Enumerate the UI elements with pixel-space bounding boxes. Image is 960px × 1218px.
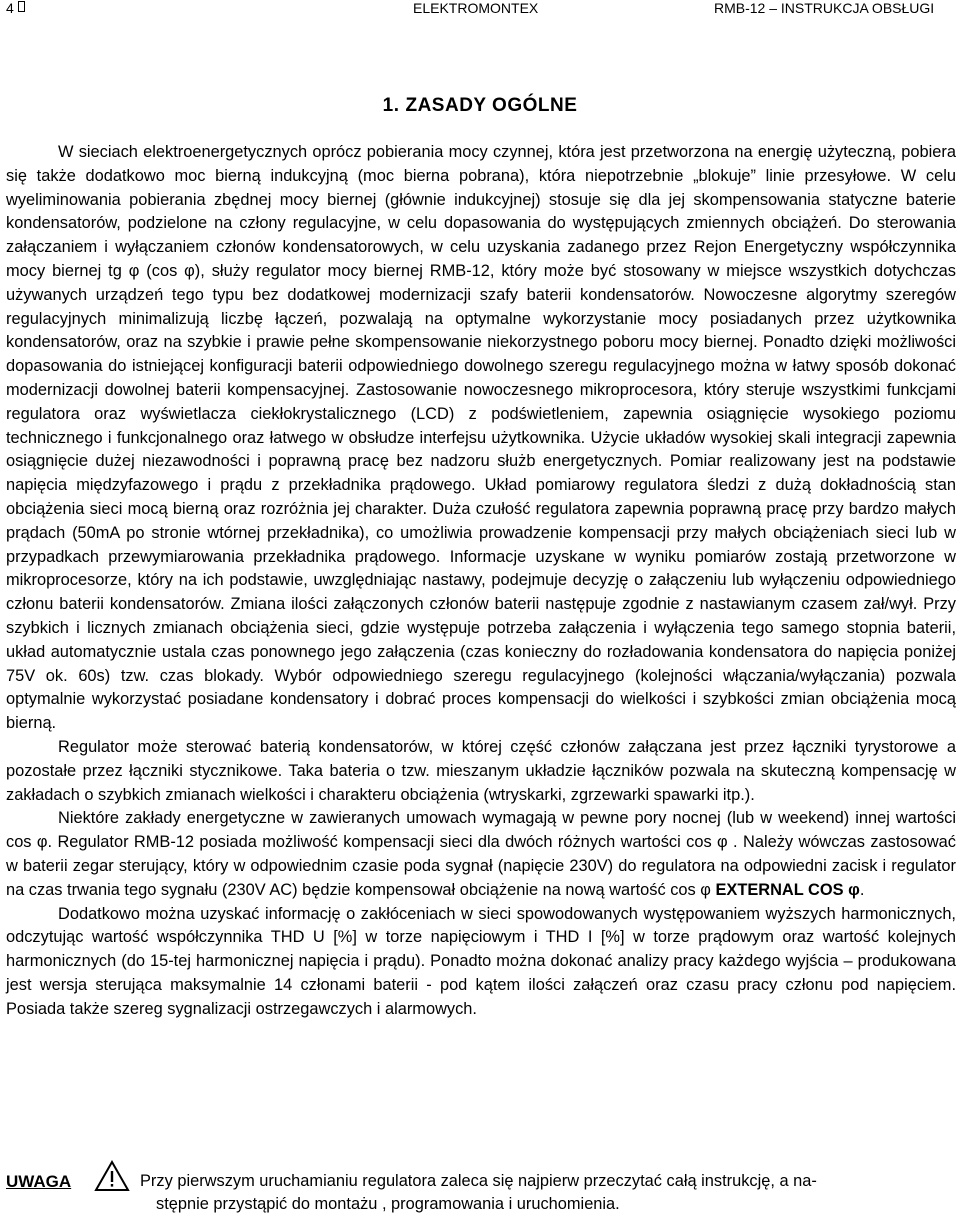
body-text (6, 141, 956, 1021)
paragraph-text: Regulator może sterować baterią kondensatorów, w której część członów załączana jest przez łączniki tyrystorowe a pozostałe przez łączniki stycznikowe. Taka bateria o tzw. mieszanym układzie łączników pozwala na skuteczną kompensację w zakładach o szybkich zmianach wielkości i charakteru obciążenia (wtryskarki, zgrzewarki spawarki itp.). (6, 737, 956, 804)
document-title: RMB-12 – INSTRUKCJA OBSŁUGI (714, 0, 935, 16)
paragraph-text: Niektóre zakłady energetyczne w zawieranych umowach wymagają w pewne pory nocnej (lub w weekend) innej wartości cos φ. Regulator RMB-12 posiada możliwość kompensacji sieci dla dwóch różnych wartości cos φ . Należy wówczas zastosować w baterii zegar sterujący, który w odpowiednim czasie poda sygnał (napięcie 230V) do regulatora na odpowiedni zacisk i regulator na czas trwania tego sygnału (230V AC) będzie kompensował obciążenie na nową wartość cos φ (6, 809, 956, 899)
paragraph (6, 736, 956, 807)
page-header (0, 0, 960, 20)
company-name: ELEKTROMONTEX (413, 0, 539, 16)
page-number: 4 (6, 0, 14, 16)
paragraph (6, 903, 956, 1022)
section-number: 1. (382, 95, 400, 116)
bold-term: EXTERNAL COS φ (715, 880, 860, 899)
warning-triangle-icon (94, 1160, 130, 1192)
paragraph-text-end: . (859, 880, 865, 899)
paragraph (6, 807, 956, 902)
notice-line-1: Przy pierwszym uruchamianiu regulatora zaleca się najpierw przeczytać całą instrukcję, a na- (140, 1172, 817, 1190)
notice-label: UWAGA (6, 1172, 72, 1191)
paragraph-text: W sieciach elektroenergetycznych oprócz pobierania mocy czynnej, która jest przetworzona na energię użyteczną, pobiera się także dodatkowo moc bierną indukcyjną (moc bierna pobrana), która niepotrzebnie „blokuje” linie przesyłowe. W celu wyeliminowania pobierania zbędnej mocy biernej (głównie indukcyjnej) stosuje się dla jej skompensowania statyczne baterie kondensatorów, podzielone na człony regulacyjne, w celu dopasowania do występujących zmiennych obciążeń. Do sterowania załączaniem i wyłączaniem członów kondensatorowych, w celu uzyskania zadanego przez Rejon Energetyczny współczynnika mocy biernej tg φ (cos φ), służy regulator mocy biernej RMB-12, który może być stosowany w miejsce wszystkich dotychczas używanych urządzeń tego typu bez dodatkowej modernizacji szafy baterii kondensatorów. Nowoczesne algorytmy szeregów regulacyjnych minimalizują liczbę łączeń, pozwalają na optymalne wykorzystanie mocy posiadanych przez użytkownika kondensatorów, oraz na szybkie i prawie pełne skompensowanie niekorzystnego poboru mocy biernej. Ponadto dzięki możliwości dopasowania do istniejącej konfiguracji baterii odpowiedniego dowolnego szeregu regulacyjnego można w łatwy sposób dokonać modernizacji dowolnej baterii kompensacyjnej. Zastosowanie nowoczesnego mikroprocesora, który steruje wszystkimi funkcjami regulatora oraz wyświetlacza ciekłokrystalicznego (LCD) z podświetleniem, zapewnia osiągnięcie wysokiego poziomu technicznego i funkcjonalnego oraz łatwego w obsłudze interfejsu użytkownika. Użycie układów wysokiej skali integracji zapewnia osiągnięcie dużej niezawodności i poprawną pracę bez nadzoru służb energetycznych. Pomiar realizowany jest na podstawie napięcia międzyfazowego i prądu z przekładnika prądowego. Układ pomiarowy regulatora śledzi z dużą dokładnością stan obciążenia sieci mocą bierną oraz rozróżnia jej charakter. Duża czułość regulatora zapewnia poprawną pracę przy bardzo małych prądach (50mA po stronie wtórnej przekładnika), co umożliwia prowadzenie kompensacji przy małych obciążeniach sieci lub w przypadkach przewymiarowania przekładnika prądowego. Informacje uzyskane w wyniku pomiarów zostają przetworzone w mikroprocesorze, który na ich podstawie, uwzględniając nastawy, podejmuje decyzję o załączeniu lub wyłączeniu odpowiedniego członu baterii kondensatorów. Zmiana ilości załączonych członów baterii następuje zgodnie z nastawianym czasem zał/wył. Przy szybkich i licznych zmianach obciążenia sieci, gdzie występuje potrzeba załączenia i wyłączenia tego samego stopnia baterii, układ automatycznie ustala czas ponownego jego załączenia (czas konieczny do rozładowania kondensatora do napięcia poniżej 75V ok. 60s) tzw. czas blokady. Wybór odpowiedniego szeregu regulacyjnego (kolejności włączania/wyłączania) pozwala optymalnie wykorzystać posiadane kondensatory i dobrać proces kompensacji do wielkości i szybkości zmian obciążenia mocą bierną. (6, 143, 956, 733)
notice-line-2: stępnie przystąpić do montażu , programowania i uruchomienia. (156, 1195, 620, 1213)
paragraph-text: Dodatkowo można uzyskać informację o zakłóceniach w sieci spowodowanych występowaniem wyższych harmonicznych, odczytując wartość współczynnika THD U [%] w torze napięciowym i THD I [%] w torze prądowym oraz wartość kolejnych harmonicznych (do 15-tej harmonicznej napięcia i prądu). Ponadto można dokonać analizy pracy każdego wyjścia – produkowana jest wersja sterująca maksymalnie 14 członami baterii - pod kątem ilości załączeń oraz czasu pracy członu pod napięciem. Posiada także szereg sygnalizacji ostrzegawczych i alarmowych. (6, 904, 956, 1018)
warning-notice (6, 1160, 956, 1216)
notice-text (140, 1170, 956, 1216)
missing-glyph-box (18, 1, 25, 12)
section-heading (0, 95, 960, 117)
paragraph (6, 141, 956, 736)
section-title: ZASADY OGÓLNE (405, 95, 578, 116)
